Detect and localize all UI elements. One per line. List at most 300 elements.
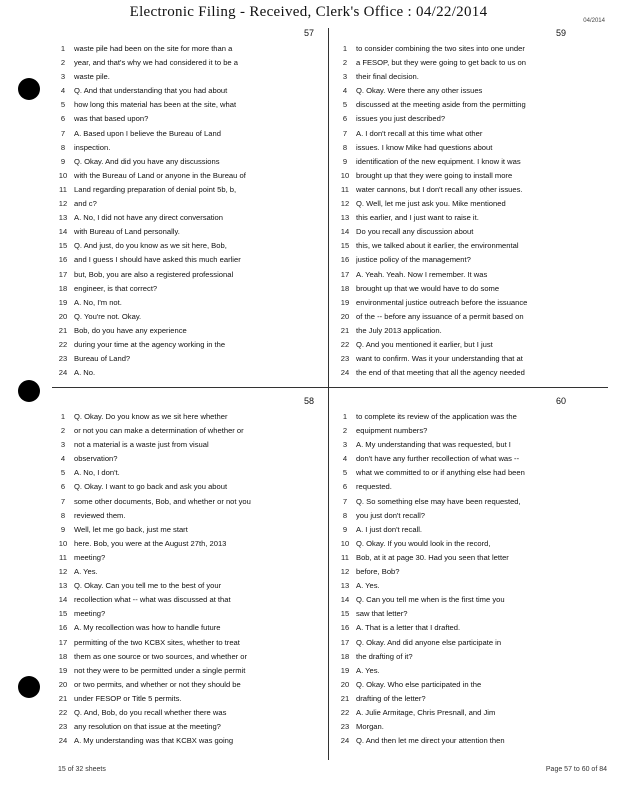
transcript-line [52, 523, 324, 537]
transcript-line [334, 551, 606, 565]
line-number: 12 [340, 199, 350, 209]
line-text: permitting of the two KCBX sites, whether to treat [74, 637, 240, 647]
transcript-line [334, 310, 606, 324]
line-text: Morgan. [356, 722, 384, 732]
line-number: 24 [58, 736, 68, 746]
transcript-line [52, 607, 324, 621]
line-number: 4 [60, 86, 66, 96]
transcript-line [334, 692, 606, 706]
line-text: issues you just described? [356, 114, 446, 124]
line-text: A. My understanding that was requested, but I [356, 440, 511, 450]
punch-hole [18, 676, 40, 698]
transcript-line [334, 324, 606, 338]
transcript-line [334, 211, 606, 225]
transcript-line [52, 268, 324, 282]
transcript-line [52, 84, 324, 98]
page-number: 58 [303, 396, 314, 406]
line-text: A. My understanding was that KCBX was going [74, 736, 234, 746]
transcript-line [334, 466, 606, 480]
line-text: was that based upon? [74, 114, 149, 124]
line-number: 1 [60, 44, 66, 53]
line-number: 17 [58, 269, 68, 279]
line-number: 11 [59, 184, 67, 194]
transcript-line [334, 155, 606, 169]
transcript-lines [52, 410, 324, 748]
line-number: 17 [340, 269, 350, 279]
line-text: discussed at the meeting aside from the permitting [356, 100, 526, 110]
transcript-line [334, 253, 606, 267]
transcript-line [52, 155, 324, 169]
line-number: 18 [340, 651, 350, 661]
transcript-line [52, 141, 324, 155]
transcript-line [334, 664, 606, 678]
transcript-page [334, 28, 606, 384]
transcript-line [334, 720, 606, 734]
line-text: the drafting of it? [356, 651, 413, 661]
line-text: what we committed to or if anything else had been [356, 468, 525, 478]
transcript-line [334, 495, 606, 509]
transcript-line [52, 537, 324, 551]
line-number: 1 [60, 412, 66, 421]
line-number: 21 [58, 325, 68, 335]
transcript-line [52, 720, 324, 734]
line-number: 6 [60, 114, 66, 124]
transcript-line [334, 438, 606, 452]
line-text: of the -- before any issuance of a permit based on [356, 311, 524, 321]
transcript-line [334, 70, 606, 84]
line-text: A. Yes. [74, 567, 98, 577]
transcript-line [52, 169, 324, 183]
transcript-line [334, 141, 606, 155]
line-number: 8 [342, 510, 348, 520]
line-number: 19 [58, 665, 68, 675]
transcript-line [334, 56, 606, 70]
line-text: their final decision. [356, 72, 419, 82]
line-text: Q. Well, let me just ask you. Mike mentioned [356, 199, 506, 209]
line-number: 13 [58, 213, 68, 223]
transcript-line [52, 352, 324, 366]
transcript-line [52, 636, 324, 650]
line-text: A. I just don't recall. [356, 524, 423, 534]
line-text: Q. Okay. Do you know as we sit here whether [74, 412, 228, 421]
line-text: A. Based upon I believe the Bureau of Land [74, 128, 221, 138]
page-number: 57 [303, 28, 314, 38]
transcript-page [52, 396, 324, 752]
line-text: Q. Okay. Were there any other issues [356, 86, 483, 96]
line-number: 2 [342, 58, 348, 68]
transcript-line [52, 127, 324, 141]
line-text: to consider combining the two sites into one under [356, 44, 525, 53]
transcript-line [334, 169, 606, 183]
line-text: A. No, I don't. [74, 468, 120, 478]
line-text: Q. You're not. Okay. [74, 311, 142, 321]
transcript-line [334, 537, 606, 551]
transcript-line [52, 56, 324, 70]
line-text: Bob, at it at page 30. Had you seen that letter [356, 552, 509, 562]
line-text: meeting? [74, 609, 106, 619]
line-number: 16 [58, 255, 68, 265]
line-text: A. Yes. [356, 665, 380, 675]
transcript-line [52, 551, 324, 565]
line-text: this earlier, and I just want to raise it. [356, 213, 479, 223]
horizontal-divider [52, 387, 608, 388]
line-text: Q. Okay. Who else participated in the [356, 679, 482, 689]
line-text: a FESOP, but they were going to get back to us on [356, 58, 526, 68]
line-number: 24 [58, 368, 68, 378]
transcript-line [334, 183, 606, 197]
line-text: saw that letter? [356, 609, 408, 619]
transcript-line [52, 338, 324, 352]
line-text: Q. So something else may have been requested, [356, 496, 521, 506]
transcript-line [334, 42, 606, 56]
line-text: meeting? [74, 552, 106, 562]
transcript-line [52, 593, 324, 607]
line-number: 1 [342, 44, 348, 53]
line-text: Q. And, Bob, do you recall whether there was [74, 707, 227, 717]
line-number: 10 [340, 538, 350, 548]
line-text: Q. Okay. And did anyone else participate in [356, 637, 502, 647]
transcript-line [334, 197, 606, 211]
line-text: before, Bob? [356, 567, 400, 577]
line-text: Q. And that understanding that you had about [74, 86, 228, 96]
line-text: the end of that meeting that all the agency needed [356, 368, 525, 378]
line-number: 7 [60, 496, 66, 506]
transcript-line [334, 127, 606, 141]
line-number: 19 [58, 297, 68, 307]
line-number: 16 [58, 623, 68, 633]
line-number: 2 [60, 426, 66, 436]
line-number: 21 [340, 325, 350, 335]
line-number: 23 [58, 354, 68, 364]
line-number: 3 [60, 72, 66, 82]
line-number: 11 [341, 552, 349, 562]
transcript-line [52, 282, 324, 296]
transcript-line [52, 706, 324, 720]
transcript-line [52, 452, 324, 466]
line-number: 10 [58, 170, 68, 180]
transcript-line [52, 466, 324, 480]
transcript-line [334, 98, 606, 112]
line-text: here. Bob, you were at the August 27th, 2013 [74, 538, 227, 548]
line-text: how long this material has been at the site, what [74, 100, 237, 110]
line-number: 8 [342, 142, 348, 152]
transcript-line [52, 98, 324, 112]
transcript-line [334, 607, 606, 621]
line-number: 6 [342, 482, 348, 492]
line-text: this, we talked about it earlier, the environmental [356, 241, 519, 251]
line-text: to complete its review of the application was the [356, 412, 517, 421]
line-text: waste pile had been on the site for more than a [74, 44, 233, 53]
line-text: A. Julie Armitage, Chris Presnall, and Jim [356, 707, 496, 717]
line-number: 12 [58, 199, 68, 209]
line-number: 20 [58, 679, 68, 689]
transcript-line [52, 239, 324, 253]
transcript-line [334, 636, 606, 650]
line-number: 5 [60, 468, 66, 478]
line-text: Q. And you mentioned it earlier, but I just [356, 339, 493, 349]
line-text: any resolution on that issue at the meeting? [74, 722, 221, 732]
transcript-line [334, 678, 606, 692]
line-text: some other documents, Bob, and whether or not you [74, 496, 251, 506]
line-number: 7 [342, 128, 348, 138]
transcript-line [334, 509, 606, 523]
line-text: Q. Okay. If you would look in the record, [356, 538, 491, 548]
line-number: 11 [59, 552, 67, 562]
line-text: reviewed them. [74, 510, 126, 520]
line-number: 12 [58, 567, 68, 577]
line-text: justice policy of the management? [356, 255, 471, 265]
transcript-line [334, 706, 606, 720]
transcript-line [334, 565, 606, 579]
line-number: 14 [340, 227, 350, 237]
line-text: brought up that they were going to install more [356, 170, 513, 180]
line-text: Q. Can you tell me when is the first time you [356, 595, 505, 605]
line-number: 8 [60, 142, 66, 152]
transcript-line [52, 197, 324, 211]
line-number: 9 [60, 156, 66, 166]
vertical-divider [328, 28, 329, 760]
line-number: 19 [340, 297, 350, 307]
line-number: 22 [58, 707, 68, 717]
line-number: 16 [340, 623, 350, 633]
line-text: Well, let me go back, just me start [74, 524, 188, 534]
line-number: 22 [340, 707, 350, 717]
transcript-line [334, 480, 606, 494]
line-text: Do you recall any discussion about [356, 227, 474, 237]
transcript-line [334, 225, 606, 239]
line-number: 20 [58, 311, 68, 321]
page-number: 60 [555, 396, 566, 406]
line-text: A. No, I did not have any direct conversation [74, 213, 224, 223]
line-number: 10 [340, 170, 350, 180]
line-text: A. Yeah. Yeah. Now I remember. It was [356, 269, 488, 279]
line-number: 15 [340, 241, 350, 251]
line-text: drafting of the letter? [356, 693, 426, 703]
line-text: A. My recollection was how to handle future [74, 623, 221, 633]
line-text: Bob, do you have any experience [74, 325, 187, 335]
transcript-line [334, 410, 606, 424]
line-text: A. No. [74, 368, 96, 378]
line-number: 20 [340, 311, 350, 321]
transcript-line [52, 621, 324, 635]
transcript-line [52, 509, 324, 523]
line-text: observation? [74, 454, 118, 464]
line-text: and I guess I should have asked this much earlier [74, 255, 241, 265]
footer-sheet-count: 15 of 32 sheets [58, 766, 106, 773]
transcript-line [334, 84, 606, 98]
line-number: 23 [340, 354, 350, 364]
line-number: 10 [58, 538, 68, 548]
line-text: equipment numbers? [356, 426, 428, 436]
line-number: 18 [58, 283, 68, 293]
line-text: A. That is a letter that I drafted. [356, 623, 461, 633]
transcript-line [52, 183, 324, 197]
line-number: 9 [342, 156, 348, 166]
transcript-line [52, 495, 324, 509]
transcript-line [334, 621, 606, 635]
transcript-line [334, 282, 606, 296]
line-text: Bureau of Land? [74, 354, 131, 364]
line-text: A. No, I'm not. [74, 297, 122, 307]
line-text: inspection. [74, 142, 111, 152]
line-number: 17 [340, 637, 350, 647]
line-text: and c? [74, 199, 97, 209]
transcript-line [334, 296, 606, 310]
transcript-page [334, 396, 606, 752]
transcript-line [334, 239, 606, 253]
line-number: 4 [342, 454, 348, 464]
line-number: 11 [341, 184, 349, 194]
transcript-line [334, 268, 606, 282]
line-number: 24 [340, 736, 350, 746]
line-text: you just don't recall? [356, 510, 425, 520]
line-number: 7 [60, 128, 66, 138]
line-number: 15 [58, 609, 68, 619]
line-text: waste pile. [74, 72, 110, 82]
line-number: 18 [340, 283, 350, 293]
line-text: want to confirm. Was it your understanding that at [356, 354, 523, 364]
line-text: water cannons, but I don't recall any other issues. [356, 184, 523, 194]
line-text: year, and that's why we had considered it to be a [74, 58, 238, 68]
line-number: 16 [340, 255, 350, 265]
line-number: 2 [342, 426, 348, 436]
transcript-line [334, 338, 606, 352]
line-number: 5 [60, 100, 66, 110]
transcript-line [52, 70, 324, 84]
line-text: or not you can make a determination of whether or [74, 426, 244, 436]
transcript-line [52, 664, 324, 678]
line-number: 6 [342, 114, 348, 124]
line-number: 14 [58, 595, 68, 605]
line-text: environmental justice outreach before the issuance [356, 297, 528, 307]
line-number: 2 [60, 58, 66, 68]
line-text: brought up that we would have to do some [356, 283, 500, 293]
transcript-line [52, 565, 324, 579]
line-number: 3 [60, 440, 66, 450]
transcript-lines [334, 410, 606, 748]
line-number: 14 [58, 227, 68, 237]
line-number: 12 [340, 567, 350, 577]
transcript-lines [52, 42, 324, 380]
transcript-line [52, 678, 324, 692]
transcript-line [334, 352, 606, 366]
transcript-line [52, 225, 324, 239]
line-text: Q. Okay. I want to go back and ask you about [74, 482, 228, 492]
transcript-line [334, 579, 606, 593]
transcript-line [52, 480, 324, 494]
transcript-line [334, 112, 606, 126]
line-text: not a material is a waste just from visual [74, 440, 209, 450]
line-text: Q. And then let me direct your attention then [356, 736, 505, 746]
transcript-line [52, 296, 324, 310]
transcript-line [52, 324, 324, 338]
transcript-line [334, 523, 606, 537]
line-number: 21 [58, 693, 68, 703]
line-text: Land regarding preparation of denial point 5b, b, [74, 184, 237, 194]
line-number: 3 [342, 72, 348, 82]
transcript-line [52, 366, 324, 380]
transcript-line [52, 438, 324, 452]
transcript-line [52, 734, 324, 748]
line-number: 7 [342, 496, 348, 506]
line-number: 5 [342, 100, 348, 110]
header-title: Electronic Filing - Received, Clerk's Office : 04/22/2014 [129, 4, 488, 20]
line-number: 1 [342, 412, 348, 421]
transcript-line [334, 734, 606, 748]
punch-hole [18, 78, 40, 100]
line-text: under FESOP or Title 5 permits. [74, 693, 182, 703]
transcript-line [334, 452, 606, 466]
line-text: with Bureau of Land personally. [74, 227, 180, 237]
header-stamp: 04/2014 [583, 18, 605, 24]
transcript-line [52, 211, 324, 225]
line-number: 23 [340, 722, 350, 732]
punch-hole [18, 380, 40, 402]
line-text: issues. I know Mike had questions about [356, 142, 493, 152]
line-number: 8 [60, 510, 66, 520]
transcript-page-grid [52, 28, 608, 760]
line-number: 22 [340, 339, 350, 349]
line-number: 23 [58, 722, 68, 732]
line-number: 9 [60, 524, 66, 534]
line-text: the July 2013 application. [356, 325, 442, 335]
line-number: 24 [340, 368, 350, 378]
line-text: recollection what -- what was discussed at that [74, 595, 231, 605]
line-number: 18 [58, 651, 68, 661]
transcript-line [52, 424, 324, 438]
transcript-page [52, 28, 324, 384]
line-text: with the Bureau of Land or anyone in the Bureau of [74, 170, 246, 180]
transcript-line [334, 650, 606, 664]
line-number: 9 [342, 524, 348, 534]
line-text: Q. And just, do you know as we sit here, Bob, [74, 241, 227, 251]
line-number: 5 [342, 468, 348, 478]
line-text: identification of the new equipment. I know it was [356, 156, 521, 166]
line-text: A. I don't recall at this time what other [356, 128, 483, 138]
transcript-line [52, 579, 324, 593]
line-number: 14 [340, 595, 350, 605]
footer-page-range: Page 57 to 60 of 84 [545, 766, 607, 773]
line-number: 4 [60, 454, 66, 464]
line-number: 21 [340, 693, 350, 703]
line-number: 17 [58, 637, 68, 647]
line-text: but, Bob, you are also a registered professional [74, 269, 234, 279]
line-number: 19 [340, 665, 350, 675]
line-text: engineer, is that correct? [74, 283, 158, 293]
transcript-line [52, 410, 324, 424]
line-number: 22 [58, 339, 68, 349]
line-number: 13 [58, 581, 68, 591]
line-text: don't have any further recollection of what was -- [356, 454, 520, 464]
line-number: 13 [340, 581, 350, 591]
line-number: 15 [58, 241, 68, 251]
line-text: during your time at the agency working in the [74, 339, 226, 349]
transcript-line [334, 593, 606, 607]
transcript-line [52, 310, 324, 324]
line-text: Q. Okay. And did you have any discussions [74, 156, 220, 166]
line-number: 13 [340, 213, 350, 223]
line-text: requested. [356, 482, 392, 492]
transcript-line [52, 253, 324, 267]
transcript-line [52, 42, 324, 56]
line-text: A. Yes. [356, 581, 380, 591]
page-number: 59 [555, 28, 566, 38]
transcript-line [52, 112, 324, 126]
line-number: 6 [60, 482, 66, 492]
line-text: them as one source or two sources, and whether or [74, 651, 248, 661]
line-number: 4 [342, 86, 348, 96]
line-text: or two permits, and whether or not they should be [74, 679, 241, 689]
